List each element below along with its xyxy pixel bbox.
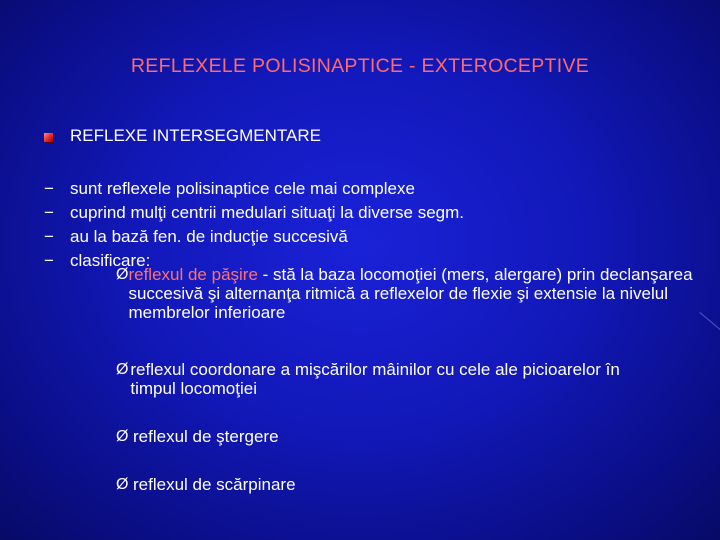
classification-text: reflexul de ştergere <box>133 427 279 446</box>
square-bullet-icon <box>44 133 53 142</box>
list-item <box>44 225 464 249</box>
slide-title: REFLEXELE POLISINAPTICE - EXTEROCEPTIVE <box>130 55 590 77</box>
arrow-bullet-icon: Ø <box>116 266 129 283</box>
dash-list <box>44 177 464 273</box>
classification-text: reflexul coordonare a mişcărilor mâinilor cu cele ale picioarelor în timpul locomoţiei <box>130 360 620 398</box>
classification-item <box>116 475 716 494</box>
dash-icon: − <box>44 179 54 198</box>
classification-description: - stă la baza locomoţiei (mers, alergare) prin declanşarea succesivă şi alternanţa ritmică a reflexelor de flexie şi extensie la nivelul membrelor inferioare <box>128 265 693 322</box>
arrow-bullet-icon: Ø <box>116 476 129 493</box>
subheading-text: REFLEXE INTERSEGMENTARE <box>70 126 321 145</box>
list-item-text: sunt reflexele polisinaptice cele mai complexe <box>70 179 415 198</box>
classification-text: reflexul de scărpinare <box>133 475 296 494</box>
dash-icon: − <box>44 251 54 270</box>
list-item-text: cuprind mulţi centrii medulari situaţi la diverse segm. <box>70 203 464 222</box>
subheading <box>44 126 321 146</box>
highlighted-term: reflexul de păşire <box>128 265 258 284</box>
classification-item <box>116 427 716 446</box>
dash-icon: − <box>44 227 54 246</box>
classification-text <box>128 265 706 322</box>
classification-item <box>116 360 656 398</box>
dash-icon: − <box>44 203 54 222</box>
arrow-bullet-icon: Ø <box>116 361 129 378</box>
list-item <box>44 177 464 201</box>
list-item <box>44 201 464 225</box>
list-item-text: au la bază fen. de inducţie succesivă <box>70 227 348 246</box>
classification-item <box>116 265 706 322</box>
arrow-bullet-icon: Ø <box>116 428 129 445</box>
list-item-text: clasificare: <box>70 251 151 270</box>
